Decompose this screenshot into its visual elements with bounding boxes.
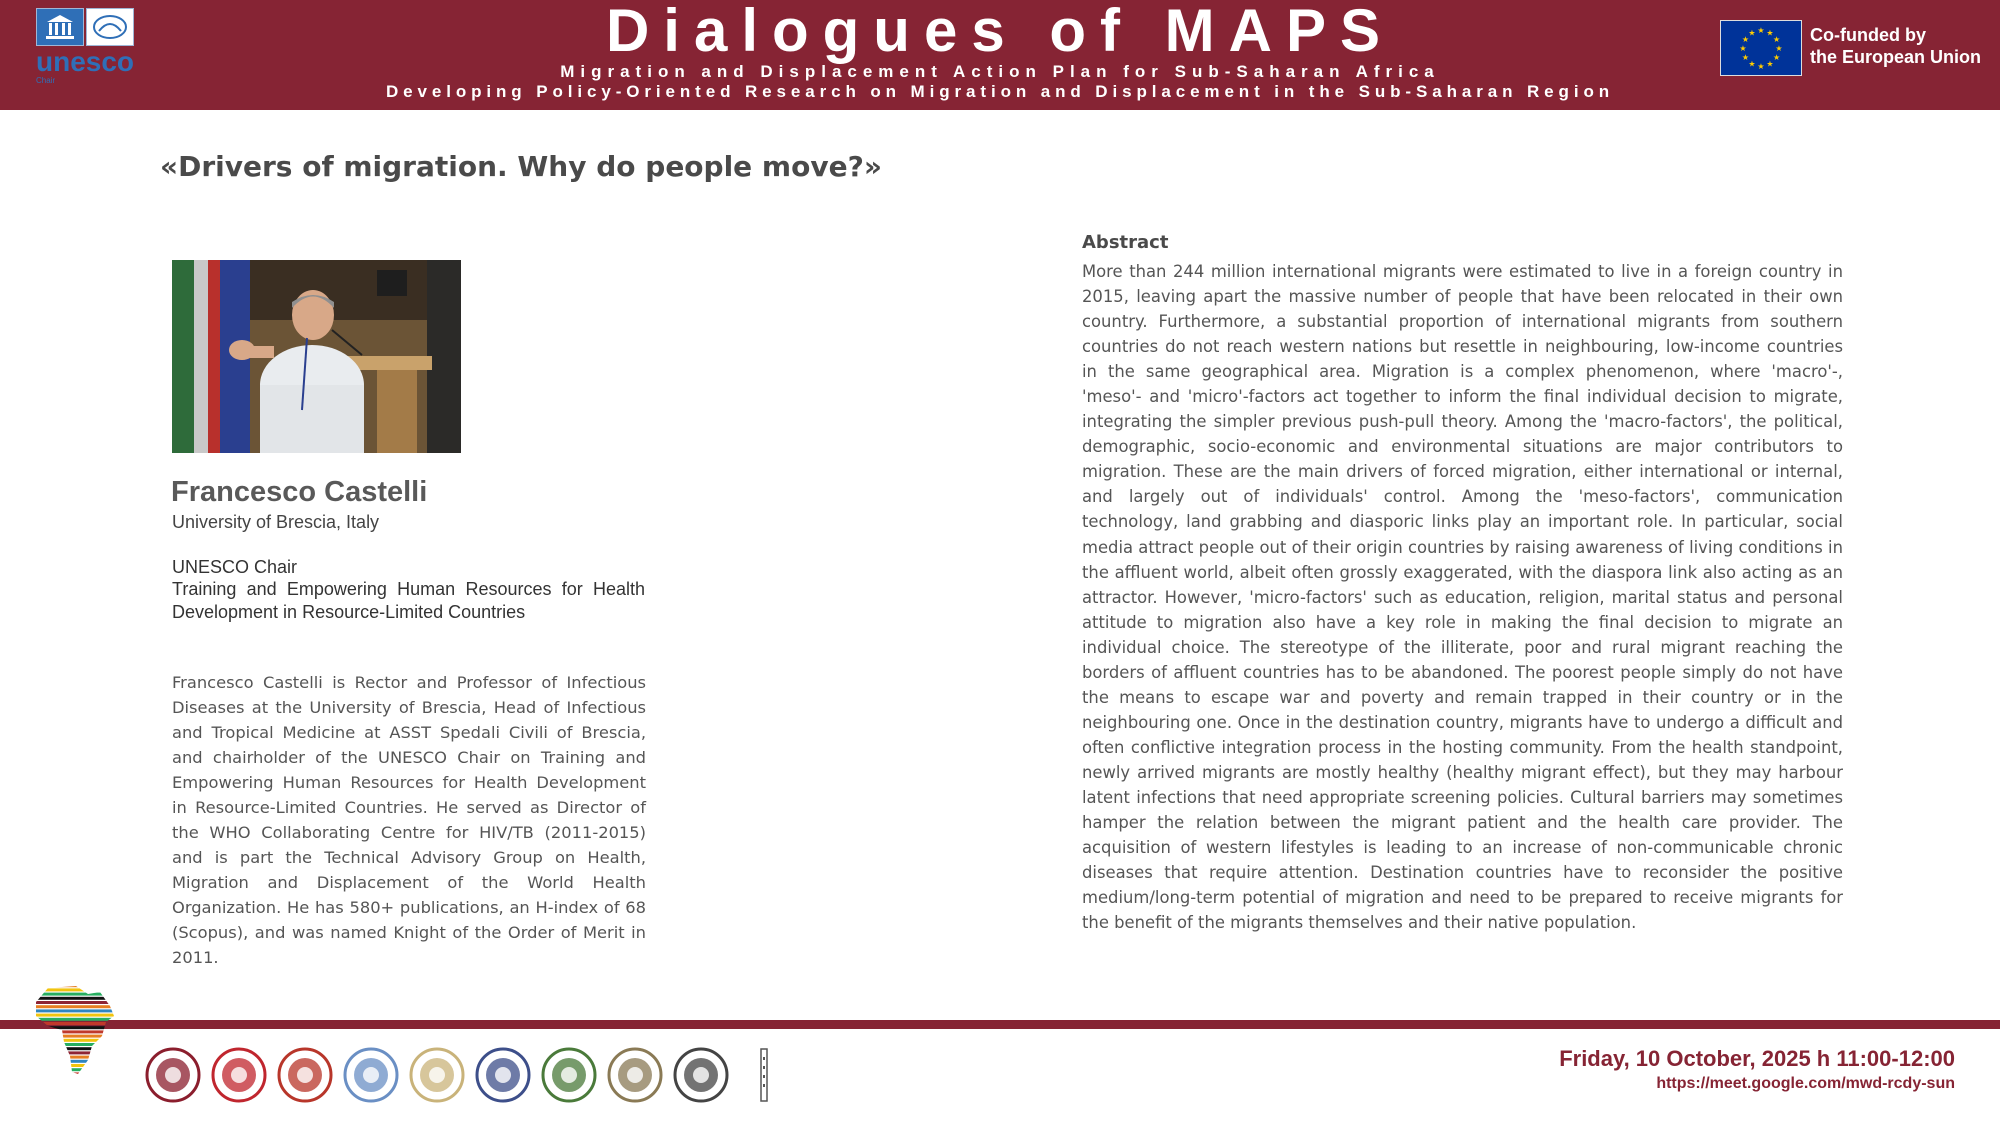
university-seal-4-icon bbox=[343, 1045, 399, 1105]
eu-star: ★ bbox=[1748, 28, 1756, 38]
talk-title: «Drivers of migration. Why do people move?» bbox=[160, 150, 882, 183]
chair-name: Training and Empowering Human Resources for Health Development in Resource-Limited Countries bbox=[172, 579, 645, 622]
university-seal-2-icon bbox=[211, 1045, 267, 1105]
event-title: Dialogues of MAPS bbox=[605, 0, 1395, 64]
university-seal-1-icon bbox=[145, 1045, 201, 1105]
university-seal-6-icon bbox=[475, 1045, 531, 1105]
eu-star: ★ bbox=[1773, 35, 1781, 44]
meeting-link[interactable]: https://meet.google.com/mwd-rcdy-sun bbox=[1656, 1075, 1955, 1092]
eu-star: ★ bbox=[1775, 44, 1783, 53]
eu-star: ★ bbox=[1741, 35, 1749, 44]
eu-star: ★ bbox=[1757, 62, 1765, 71]
abstract-heading: Abstract bbox=[1082, 232, 1169, 253]
eu-star: ★ bbox=[1766, 28, 1774, 38]
eu-star: ★ bbox=[1739, 44, 1747, 53]
eu-cofunded-label bbox=[1810, 24, 1981, 68]
speaker-bio: Francesco Castelli is Rector and Professor of Infectious Diseases at the University of Brescia, Head of Infectious and Tropical Medicine at ASST Spedali Civili of Brescia, and chairholder of the UNESCO Chair on Training and Empowering Human Resources for Health Development in Resource-Limited Countries. He served as Director of the WHO Collaborating Centre for HIV/TB (2011-2015) and is part the Technical Advisory Group on Health, Migration and Displacement of the World Health Organization. He has 580+ publications, an H-index of 68 (Scopus), and was named Knight of the Order of Merit in 2011. bbox=[172, 673, 646, 967]
unesco-chair-caption: Chair bbox=[36, 76, 56, 85]
eu-line-1: Co-funded by bbox=[1810, 25, 1926, 45]
eu-star: ★ bbox=[1748, 59, 1756, 69]
speaker-name: Francesco Castelli bbox=[171, 476, 428, 508]
abstract-text: More than 244 million international migrants were estimated to live in a foreign country in 2015, leaving apart the massive number of people that have been relocated in their own country. Furthermore, a substantial proportion of international migrants from southern countries do not reach western nations but resettle in neighbouring, low-income countries in the same geographical area. Migration is a complex phenomenon, where 'macro'-, 'meso'- and 'micro'-factors act together to inform the final individual decision to migrate, integrating the simpler previous push-pull theory. Among the 'macro-factors', the political, demographic, socio-economic and environmental situations are major contributors to migration. These are the main drivers of forced migration, either international or internal, and largely out of individuals' control. Among the 'meso-factors', communication technology, land grabbing and diasporic links play an important role. In particular, social media attract people out of their origin countries by raising awareness of living conditions in the affluent world, albeit often grossly exaggerated, with the diaspora link also acting as an attractor. However, 'micro-factors' such as education, religion, marital status and personal attitude to migration also have a key role in making the final decision to migrate an individual choice. The stereotype of the illiterate, poor and rural migrant reaching the borders of affluent countries has to be abandoned. The poorest people simply do not have the means to escape war and poverty and remain trapped in their country or in the neighbouring one. Once in the destination country, migrants have to undergo a difficult and often conflictive integration process in the hosting community. From the health standpoint, newly arrived migrants are mostly healthy (healthy migrant effect), but they may harbour latent infections that need appropriate screening policies. Cultural barriers may sometimes hamper the relation between the migrant patient and the health care provider. The acquisition of western lifestyles is leading to an increase of non-communicable chronic diseases that require attention. Destination countries have to reconsider the positive medium/long-term potential of migration and need to be prepared to receive migrants for the benefit of the migrants themselves and their native population. bbox=[1082, 262, 1843, 933]
footer-divider bbox=[0, 1020, 2000, 1029]
eu-star: ★ bbox=[1766, 59, 1774, 69]
event-date-time: Friday, 10 October, 2025 h 11:00-12:00 bbox=[1559, 1046, 1955, 1071]
university-seal-7-icon bbox=[541, 1045, 597, 1105]
event-subtitle: Migration and Displacement Action Plan for Sub-Saharan Africa bbox=[560, 62, 1440, 81]
university-seal-5-icon bbox=[409, 1045, 465, 1105]
event-tagline: Developing Policy-Oriented Research on Migration and Displacement in the Sub-Saharan Region bbox=[385, 82, 1615, 101]
speaker-photo bbox=[172, 260, 461, 453]
partner-logos bbox=[145, 1045, 815, 1111]
eu-star: ★ bbox=[1773, 53, 1781, 62]
iuav-vertical-logo-icon bbox=[739, 1045, 795, 1105]
university-crest-3-icon bbox=[277, 1045, 333, 1105]
unesco-wordmark: unesco bbox=[36, 46, 135, 77]
university-seal-9-icon bbox=[673, 1045, 729, 1105]
eu-star: ★ bbox=[1757, 26, 1765, 35]
eu-flag-icon bbox=[1720, 20, 1802, 76]
header-banner bbox=[0, 0, 2000, 110]
chair-label: UNESCO Chair bbox=[172, 557, 298, 577]
eu-line-2: the European Union bbox=[1810, 47, 1981, 67]
eu-star: ★ bbox=[1741, 53, 1749, 62]
speaker-affiliation: University of Brescia, Italy bbox=[172, 512, 380, 532]
university-seal-8-icon bbox=[607, 1045, 663, 1105]
maps-africa-logo bbox=[28, 980, 123, 1080]
